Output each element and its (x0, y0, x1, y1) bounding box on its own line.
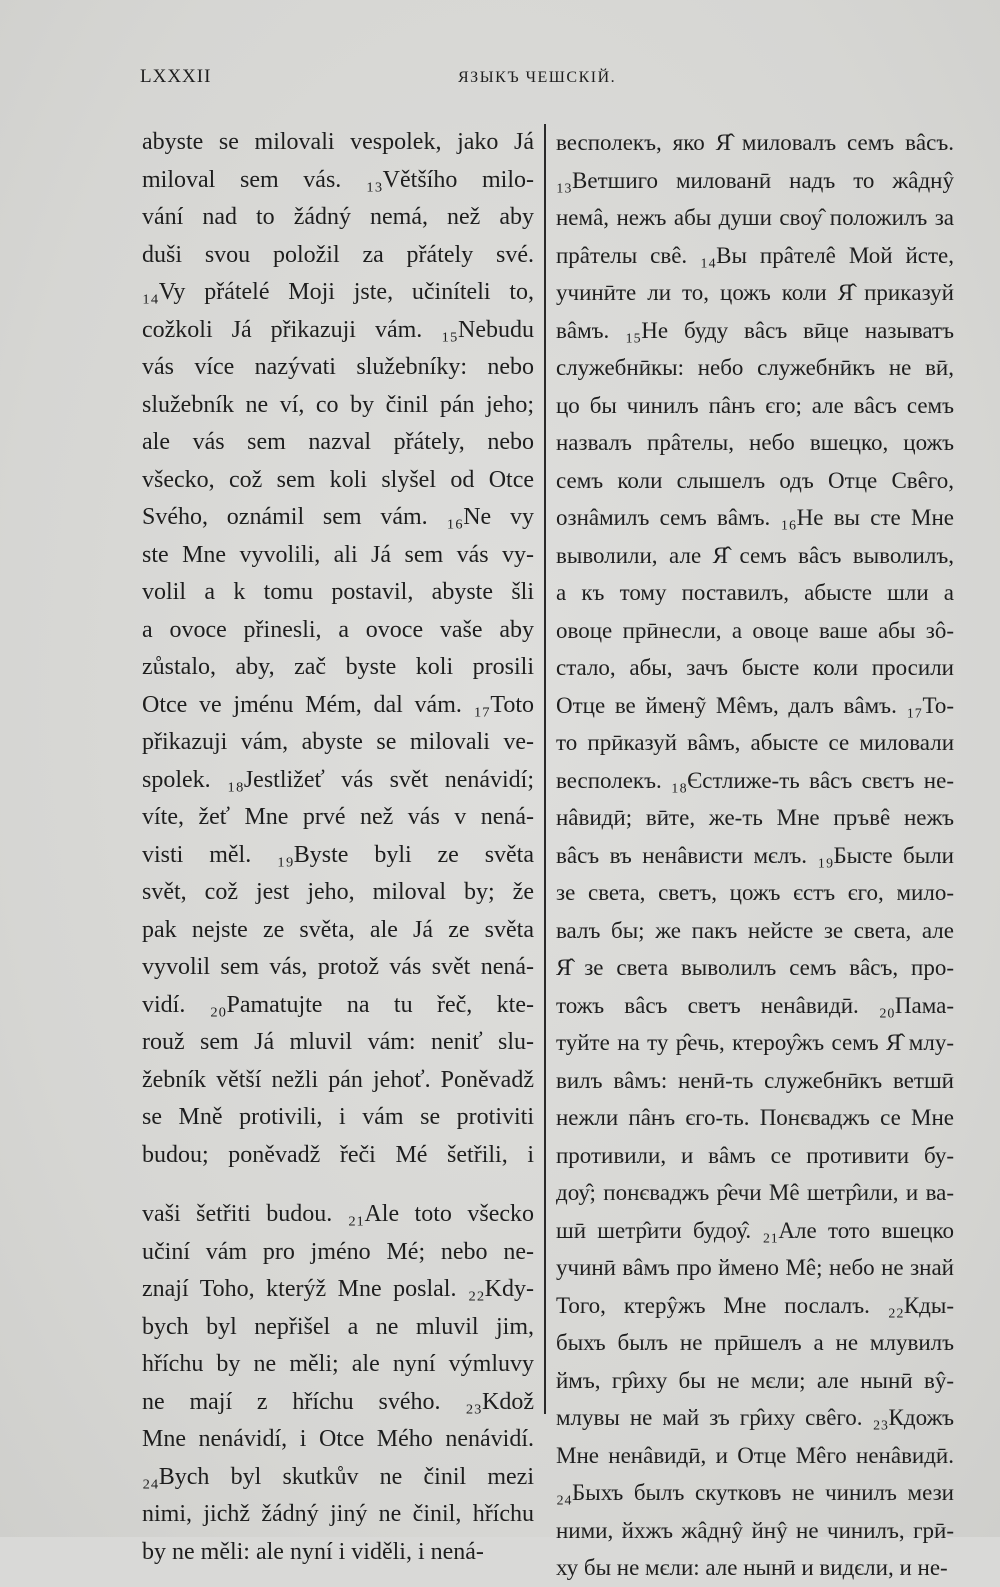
text-line: zůstalo, aby, zač byste koli prosili (142, 654, 534, 680)
text-line: ste Mne vyvolili, ali Já sem vás vy- (142, 541, 534, 568)
text-line: нâвидӣ; вӣте, же-ть Мне пръвê нежъ (556, 805, 954, 830)
text-line: ne mají z hříchu svého. ₂₃Kdož (142, 1388, 534, 1415)
text-line: ₁₃Ветшиго милованӣ надъ то жâднŷ (556, 167, 954, 193)
text-line: семъ коли слышелъ одъ Отце Свêго, (556, 467, 954, 493)
text-line: выволили, але Я̂ семъ вâсъ выволилъ, (556, 542, 954, 568)
text-line: ₁₄Vy přátelé Moji jste, učiníteli to, (142, 279, 534, 305)
text-line: учинӣ вâмъ про йменo Мê; небо не знай (556, 1255, 954, 1280)
text-line: vaši šetřiti budou. ₂₁Ale toto všecko (142, 1201, 534, 1227)
text-line: Otce ve jménu Mém, dal vám. ₁₇Toto (142, 691, 534, 718)
text-line: všecko, což sem koli slyšel od Otce (142, 466, 534, 493)
text-line: rouž sem Já mluvil vám: neniť slu- (142, 1029, 534, 1055)
text-line: svět, což jest jeho, miloval by; že (142, 879, 534, 905)
text-line: ale vás sem nazval přátely, nebo (142, 429, 534, 455)
text-line: ₂₄Bych byl skutkův ne činil mezi (142, 1463, 534, 1490)
text-line: abyste se milovali vespolek, jako Já (142, 129, 534, 155)
text-line: то прӣказуй вâмъ, абысте се миловали (556, 730, 954, 755)
text-line: vyvolil sem vás, protož vás svět nená- (142, 954, 534, 980)
text-line: назвалъ прâтелы, небо вшецко, цожъ (556, 430, 954, 455)
text-line: весполекъ. ₁₈Єстлиже-ть вâсъ свєтъ не- (556, 767, 954, 793)
text-line: miloval sem vás. ₁₃Většího milo- (142, 166, 534, 193)
text-line: весполекъ, яко Я̂ миловалъ семъ вâсъ. (556, 130, 954, 155)
text-line: volil a k tomu postavil, abyste šli (142, 579, 534, 605)
text-line: а къ тому поставилъ, абысте шли а (556, 580, 954, 605)
text-line: vás více nazývati služebníky: nebo (142, 354, 534, 380)
text-line: duši svou položil za přátely své. (142, 241, 534, 268)
text-line: vidí. ₂₀Pamatujte na tu řeč, kte- (142, 991, 534, 1018)
text-line: znají Toho, kterýž Mne poslal. ₂₂Kdy- (142, 1276, 534, 1302)
text-line: budou; poněvadž řeči Mé šetřili, i (142, 1141, 534, 1168)
text-line: нежли пâнъ єго-ть. Понєваджъ се Мне (556, 1105, 954, 1130)
text-line: немâ, нежъ абы души своу̂ положилъ за (556, 205, 954, 230)
text-line: cožkoli Já přikazuji vám. ₁₅Nebudu (142, 316, 534, 343)
text-line: a ovoce přinesli, a ovoce vaše aby (142, 616, 534, 643)
text-line: стало, абы, зачъ бысте коли просили (556, 655, 954, 680)
text-line: spolek. ₁₈Jestližeť vás svět nenávidí; (142, 766, 534, 793)
text-line: служебнӣкы: небо служебнӣкъ не вӣ, (556, 355, 954, 380)
text-line: вâсъ въ ненâвисти мєлъ. ₁₉Бысте были (556, 842, 954, 868)
slavonic-text-column (556, 124, 954, 1587)
czech-text-column (142, 124, 534, 1571)
text-line: тожъ вâсъ светъ ненâвидӣ. ₂₀Пама- (556, 992, 954, 1018)
text-line: ймъ, гр̂иху бы не мєли; але нынӣ вŷ- (556, 1367, 954, 1393)
text-line: валъ бы; же пакъ нейсте зе света, але (556, 917, 954, 943)
text-line: вилъ вâмъ: ненӣ-ть служебнӣкъ ветшӣ (556, 1067, 954, 1093)
text-line: přikazuji vám, abyste se milovali ve- (142, 729, 534, 755)
text-line: овоце прӣнесли, а овоце ваше абы зô- (556, 617, 954, 643)
text-line: Мне ненâвидӣ, и Отце Мêго ненâвидӣ. (556, 1442, 954, 1468)
text-line: учинӣте ли то, цожъ коли Я̂ прикaзуй (556, 280, 954, 305)
text-line: Того, ктерŷжъ Мне послалъ. ₂₂Кды- (556, 1292, 954, 1318)
text-line: Отце ве йменỹ Мêмъ, далъ вâмъ. ₁₇То- (556, 692, 954, 718)
page-number: LXXXII (140, 66, 212, 87)
text-line: противили, и вâмъ се противити бу- (556, 1142, 954, 1168)
column-divider (544, 124, 546, 1414)
text-line: ознâмилъ семъ вâмъ. ₁₆Не вы сте Мне (556, 505, 954, 530)
text-line: цо бы чинилъ пâнъ єго; але вâсъ семъ (556, 392, 954, 418)
text-line: služebník ne ví, co by činil pán jeho; (142, 391, 534, 418)
text-line: hříchu by ne měli; ale nyní výmluvy (142, 1351, 534, 1377)
page-header (140, 66, 960, 102)
text-line: visti měl. ₁₉Byste byli ze světa (142, 841, 534, 868)
text-line: доу̂; понєваджъ р̂ечи Мê шетр̂или, и ва- (556, 1180, 954, 1205)
text-line: Svého, oznámil sem vám. ₁₆Ne vy (142, 504, 534, 530)
text-line: Mne nenávidí, i Otce Mého nenávidí. (142, 1426, 534, 1452)
text-line: by ne měli: ale nyní i viděli, i nená- (142, 1538, 484, 1565)
text-line: туйте на ту р̂ечь, ктероу̂жъ семъ Я̂ млу- (556, 1030, 954, 1055)
text-line: ху бы не мєли: але нынӣ и видєли, и не- (556, 1555, 948, 1580)
text-line: víte, žeť Mne prvé než vás v nená- (142, 804, 534, 830)
text-line: ₂₄Быхъ былъ скутковъ не чинилъ мези (556, 1480, 954, 1505)
text-line: зе света, светъ, цожъ єстъ єго, мило- (556, 880, 954, 905)
text-line: učiní vám pro jméno Mé; nebo ne- (142, 1238, 534, 1265)
text-line: ними, йхжъ жâднŷ йнŷ не чинилъ, грӣ- (556, 1517, 954, 1543)
text-line: bych byl nepřišel a ne mluvil jim, (142, 1313, 534, 1340)
text-line: быхъ былъ не прӣшелъ а не млувилъ (556, 1330, 954, 1355)
text-line: pak nejste ze světa, ale Já ze světa (142, 916, 534, 943)
text-line: млувы не май зъ гр̂иху свêго. ₂₃Кдожъ (556, 1405, 954, 1430)
text-line: žebník větší nežli pán jehoť. Poněvadž (142, 1066, 534, 1093)
text-line: Я̂ зе света выволилъ семъ вâсъ, про- (556, 955, 954, 980)
text-line: se Mně protivili, i vám se protiviti (142, 1104, 534, 1130)
text-line: прâтелы свê. ₁₄Вы прâтелê Мой йсте, (556, 242, 954, 268)
text-line: vání nad to žádný nemá, než aby (142, 204, 534, 230)
running-title: ЯЗЫКЪ ЧЕШСКІЙ. (458, 69, 617, 86)
text-line: nimi, jichž žádný jiný ne činil, hříchu (142, 1501, 534, 1527)
text-line: вâмъ. ₁₅Не буду вâсъ вӣце называтъ (556, 317, 954, 343)
text-line: шӣ шетр̂ити будоу̂. ₂₁Але тото вшецко (556, 1217, 954, 1243)
